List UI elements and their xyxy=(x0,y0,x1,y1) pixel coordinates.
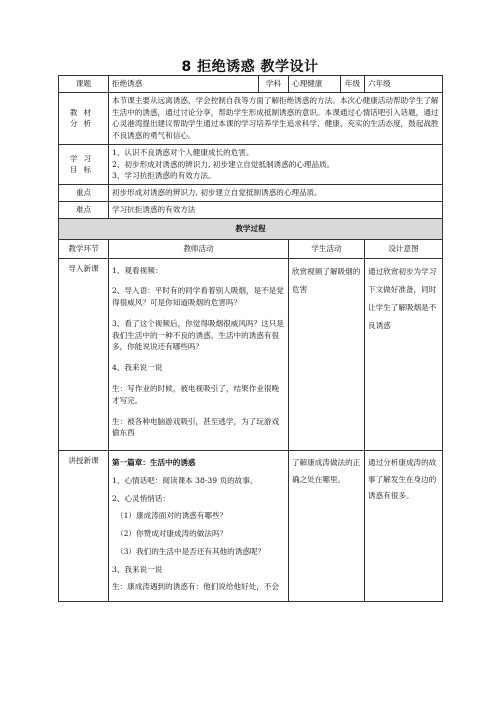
analysis-text: 本节课主要从远离诱惑、学会控制自我等方面了解拒绝诱惑的方法。本次心健康活动帮助学生了解生活中的诱惑，通过讨论分享，帮助学生形成抵制诱惑的意识。本课通过心情话吧引入话题，通过心灵港湾提出建议帮助学生通过本课的学习培养学生追求科学、健康、充实的生活态度，鼓起战胜不良诱惑的勇气和信心。 xyxy=(109,92,443,144)
student-activity-cell: 了解康成涛做法的正确之处在哪里。 xyxy=(289,451,365,602)
header-intent: 设计意图 xyxy=(365,239,443,258)
analysis-label: 教材分析 xyxy=(59,92,109,144)
process-row-intro xyxy=(59,258,443,450)
teacher-step: （1）康成涛面对的诱惑有哪些？ xyxy=(116,511,228,521)
process-band-row xyxy=(59,218,443,239)
teacher-step: 生：康成涛遇到的诱惑有：他们说给他好处，不会 xyxy=(112,582,280,592)
subject-label: 学科 xyxy=(259,76,289,93)
stage-cell: 导入新课 xyxy=(59,258,109,450)
process-band: 教学过程 xyxy=(59,218,443,239)
teacher-step: 3、看了这个视频后，你觉得吸烟很威风吗？这只是我们生活中的一种不良的诱惑。生活中的诱惑有很多，你能说说还有哪些吗？ xyxy=(112,318,284,352)
goals-label: 学习目标 xyxy=(59,144,109,184)
teacher-activity-cell xyxy=(109,451,289,602)
design-intent-cell: 通过欣赏初步为学习下文做好准备，同时让学生了解吸烟是不良诱惑 xyxy=(365,258,443,450)
goals-list xyxy=(109,144,443,184)
teacher-step: 2、心灵悄悄话： xyxy=(112,493,170,503)
goal-item: 1、认识不良诱惑对个人健康成长的危害。 xyxy=(112,147,254,157)
document-title: 8 拒绝诱惑 教学设计 xyxy=(181,59,319,75)
header-student: 学生活动 xyxy=(289,239,365,258)
teacher-step: 4、我来说一说 xyxy=(112,363,163,373)
teacher-activity-cell xyxy=(109,258,289,450)
teacher-step: （3）我们的生活中是否还有其他的诱惑呢？ xyxy=(116,546,266,556)
teacher-heading: 第一篇章：生活中的诱惑 xyxy=(112,458,196,468)
goals-row xyxy=(59,144,443,184)
difficulty-text: 学习抗拒诱惑的有效方法 xyxy=(109,201,443,218)
teacher-step: 生：写作业的时候，被电视吸引了，结果作业很晚才写完。 xyxy=(112,384,280,405)
teacher-step: 3、我来说一说 xyxy=(112,564,163,574)
stage-cell: 讲授新课 xyxy=(59,451,109,602)
process-row-new-lesson xyxy=(59,451,443,602)
header-teacher: 教师活动 xyxy=(109,239,289,258)
goal-item: 2、初步形成对诱惑的辨识力, 初步建立自觉抵制诱惑的心理品质。 xyxy=(112,159,335,169)
topic-value: 拒绝诱惑 xyxy=(109,76,259,93)
info-row xyxy=(59,76,443,93)
teacher-step: 1、心情话吧：阅读课本 38-39 页的故事。 xyxy=(112,475,258,485)
goal-item: 3、学习抗拒诱惑的有效方法。 xyxy=(112,171,216,181)
teacher-step: （2）你赞成对康成涛的做法吗？ xyxy=(116,529,228,539)
student-activity-cell: 欣赏视频了解吸烟的危害 xyxy=(289,258,365,450)
analysis-row xyxy=(59,92,443,144)
teacher-step: 生：被各种电脑游戏吸引，甚至逃学，为了玩游戏偷东西 xyxy=(112,416,280,438)
process-header-row xyxy=(59,239,443,258)
topic-label: 课题 xyxy=(59,76,109,93)
key-point-label: 重点 xyxy=(59,185,109,202)
teacher-step: 1、观看视频： xyxy=(112,265,163,275)
design-intent-cell: 通过分析康成涛的故事了解发生在身边的诱惑有很多。 xyxy=(365,451,443,602)
header-stage: 教学环节 xyxy=(59,239,109,258)
lesson-plan-table xyxy=(58,75,443,602)
difficulty-label: 难点 xyxy=(59,201,109,218)
teacher-step: 2、导入语：平时有的同学看着别人吸烟，是不是觉得很威风？可是你知道吸烟的危害吗？ xyxy=(112,286,284,308)
key-point-text: 初步形成对诱惑的辨识力, 初步建立自觉抵制诱惑的心理品质。 xyxy=(109,185,443,202)
difficulty-row xyxy=(59,201,443,218)
key-point-row xyxy=(59,185,443,202)
grade-value: 六年级 xyxy=(365,76,443,93)
subject-value: 心理健康 xyxy=(289,76,341,93)
grade-label: 年级 xyxy=(341,76,365,93)
